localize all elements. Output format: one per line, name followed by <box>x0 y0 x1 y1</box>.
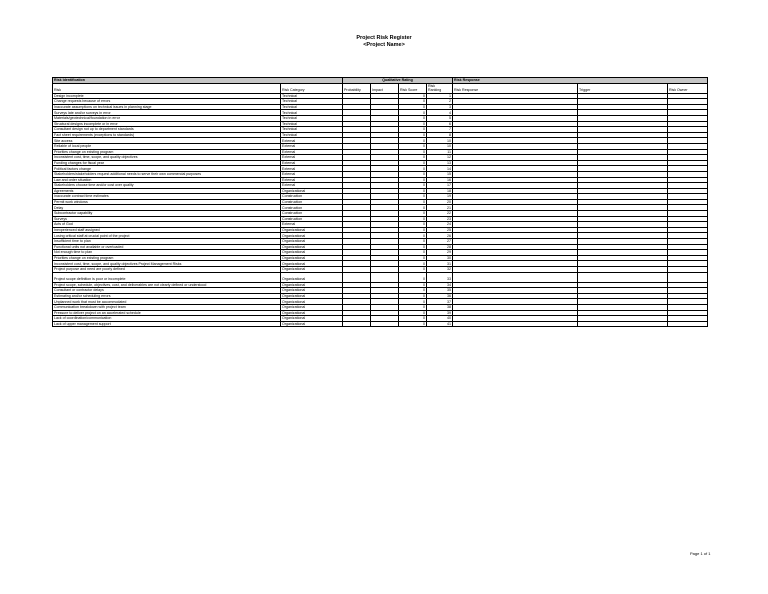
risk-cell: Consultant design not up to department standards <box>53 127 281 133</box>
ranking-cell: 21 <box>427 205 453 211</box>
risk-cell: Not enough time to plan <box>53 250 281 256</box>
risk-cell: Functional units not available or overloaded <box>53 244 281 250</box>
group-qualitative-rating: Qualitative Rating <box>343 78 453 84</box>
risk-cell: Subcontractor capability <box>53 211 281 217</box>
ranking-cell: 11 <box>427 149 453 155</box>
document-title: Project Risk Register <box>356 35 412 41</box>
probability-cell <box>343 272 371 282</box>
score-cell: 0 <box>399 110 427 116</box>
category-cell: Organizational <box>281 310 343 316</box>
ranking-cell: 19 <box>427 194 453 200</box>
risk-cell: Inconsistent cost, time, scope, and quality objectives Project Management Risks <box>53 261 281 267</box>
ranking-cell: 22 <box>427 211 453 217</box>
table-row <box>53 321 708 327</box>
category-cell: External <box>281 222 343 228</box>
ranking-cell: 12 <box>427 155 453 161</box>
category-cell: Organizational <box>281 239 343 245</box>
risk-cell: Design incomplete <box>53 93 281 99</box>
category-cell: Organizational <box>281 288 343 294</box>
score-cell: 0 <box>399 233 427 239</box>
col-risk-category: Risk Category <box>281 83 343 93</box>
project-name-placeholder: <Project Name> <box>363 42 405 48</box>
score-cell: 0 <box>399 171 427 177</box>
risk-cell: Estimating and/or scheduling errors <box>53 293 281 299</box>
risk-cell: Permit work windows <box>53 199 281 205</box>
ranking-cell: 36 <box>427 293 453 299</box>
category-cell: Organizational <box>281 227 343 233</box>
category-cell: Technical <box>281 121 343 127</box>
score-cell: 0 <box>399 115 427 121</box>
score-cell: 0 <box>399 227 427 233</box>
score-cell: 0 <box>399 316 427 322</box>
score-cell: 0 <box>399 99 427 105</box>
score-cell: 0 <box>399 93 427 99</box>
ranking-cell: 18 <box>427 188 453 194</box>
category-cell: Organizational <box>281 244 343 250</box>
category-cell: Construction <box>281 216 343 222</box>
table-row <box>53 272 708 282</box>
col-risk: Risk <box>53 83 281 93</box>
risk-cell: Inconsistent cost, time, scope, and quality objectives <box>53 155 281 161</box>
risk-cell: Lack of upper management support <box>53 321 281 327</box>
page-number: Page 1 of 1 <box>690 551 711 556</box>
column-header-row <box>53 83 708 93</box>
response-cell <box>453 272 578 282</box>
score-cell: 0 <box>399 166 427 172</box>
score-cell: 0 <box>399 127 427 133</box>
ranking-cell: 29 <box>427 250 453 256</box>
score-cell: 0 <box>399 155 427 161</box>
category-cell: Organizational <box>281 261 343 267</box>
score-cell: 0 <box>399 288 427 294</box>
owner-cell <box>668 321 708 327</box>
ranking-cell: 13 <box>427 160 453 166</box>
col-risk-ranking <box>427 83 453 93</box>
score-cell: 0 <box>399 183 427 189</box>
category-cell: Technical <box>281 104 343 110</box>
col-risk-response: Risk Response <box>453 83 578 93</box>
score-cell: 0 <box>399 310 427 316</box>
risk-cell: Agreements <box>53 188 281 194</box>
score-cell: 0 <box>399 244 427 250</box>
risk-cell: Project scope definition is poor or incomplete <box>53 272 281 282</box>
ranking-cell: 35 <box>427 288 453 294</box>
category-cell: Organizational <box>281 233 343 239</box>
group-risk-response: Risk Response <box>453 78 708 84</box>
ranking-cell: 31 <box>427 261 453 267</box>
ranking-cell: 8 <box>427 132 453 138</box>
category-cell: External <box>281 143 343 149</box>
category-cell: Organizational <box>281 282 343 288</box>
trigger-cell <box>578 321 668 327</box>
category-cell: Construction <box>281 211 343 217</box>
ranking-cell: 37 <box>427 299 453 305</box>
category-cell: External <box>281 171 343 177</box>
category-cell: External <box>281 138 343 144</box>
risk-cell: Surveys late and/or surveys in error <box>53 110 281 116</box>
response-cell <box>453 321 578 327</box>
ranking-cell: 3 <box>427 104 453 110</box>
risk-cell: Site access <box>53 138 281 144</box>
score-cell: 0 <box>399 272 427 282</box>
risk-register-table <box>52 77 708 327</box>
category-cell: External <box>281 160 343 166</box>
risk-cell: Materials/geotechnical/foundation in error <box>53 115 281 121</box>
ranking-cell: 28 <box>427 244 453 250</box>
ranking-cell: 5 <box>427 115 453 121</box>
score-cell: 0 <box>399 121 427 127</box>
col-risk-score: Risk Score <box>399 83 427 93</box>
category-cell: Technical <box>281 93 343 99</box>
ranking-cell: 34 <box>427 282 453 288</box>
risk-cell: Inaccurate assumptions on technical issues in planning stage <box>53 104 281 110</box>
ranking-cell: 33 <box>427 272 453 282</box>
ranking-cell: 1 <box>427 93 453 99</box>
category-cell: Technical <box>281 99 343 105</box>
ranking-cell: 25 <box>427 227 453 233</box>
category-cell: Organizational <box>281 304 343 310</box>
risk-cell: Consultant or contractor delays <box>53 288 281 294</box>
risk-cell: Acts of God <box>53 222 281 228</box>
owner-cell <box>668 272 708 282</box>
ranking-cell: 17 <box>427 183 453 189</box>
category-cell: Organizational <box>281 188 343 194</box>
ranking-cell: 40 <box>427 316 453 322</box>
ranking-cell: 6 <box>427 121 453 127</box>
score-cell: 0 <box>399 205 427 211</box>
risk-cell: Delay <box>53 205 281 211</box>
score-cell: 0 <box>399 304 427 310</box>
category-cell: External <box>281 155 343 161</box>
score-cell: 0 <box>399 250 427 256</box>
risk-cell: Political factors change <box>53 166 281 172</box>
score-cell: 0 <box>399 267 427 273</box>
category-cell: Organizational <box>281 255 343 261</box>
score-cell: 0 <box>399 282 427 288</box>
risk-cell: Stakeholders/stakeholders request additional needs to serve their own commercial purposes <box>53 171 281 177</box>
ranking-cell: 2 <box>427 99 453 105</box>
risk-cell: Losing critical staff at crucial point of the project <box>53 233 281 239</box>
category-cell: Technical <box>281 127 343 133</box>
risk-cell: Stakeholders choose time and/or cost over quality <box>53 183 281 189</box>
score-cell: 0 <box>399 149 427 155</box>
col-probability: Probability <box>343 83 371 93</box>
score-cell: 0 <box>399 194 427 200</box>
ranking-cell: 4 <box>427 110 453 116</box>
ranking-cell: 39 <box>427 310 453 316</box>
risk-cell: Inexperienced staff assigned <box>53 227 281 233</box>
score-cell: 0 <box>399 222 427 228</box>
category-cell: Organizational <box>281 293 343 299</box>
risk-cell: Project scope, schedule, objectives, cost, and deliverables are not clearly defined or understood <box>53 282 281 288</box>
ranking-cell: 15 <box>427 171 453 177</box>
risk-cell: Change requests because of errors <box>53 99 281 105</box>
category-cell: Construction <box>281 205 343 211</box>
risk-cell: Lack of coordination/communication <box>53 316 281 322</box>
risk-cell: Structural designs incomplete or in error <box>53 121 281 127</box>
ranking-cell: 32 <box>427 267 453 273</box>
score-cell: 0 <box>399 261 427 267</box>
score-cell: 0 <box>399 321 427 327</box>
ranking-cell: 10 <box>427 143 453 149</box>
category-cell: Technical <box>281 110 343 116</box>
score-cell: 0 <box>399 216 427 222</box>
risk-cell: Surveys <box>53 216 281 222</box>
impact-cell <box>371 272 399 282</box>
col-risk-owner: Risk Owner <box>668 83 708 93</box>
category-cell: Organizational <box>281 321 343 327</box>
category-cell: Construction <box>281 199 343 205</box>
category-cell: External <box>281 183 343 189</box>
risk-cell: Insufficient time to plan <box>53 239 281 245</box>
score-cell: 0 <box>399 132 427 138</box>
ranking-cell: 24 <box>427 222 453 228</box>
score-cell: 0 <box>399 143 427 149</box>
ranking-cell: 30 <box>427 255 453 261</box>
risk-cell: Inaccurate contract time estimates <box>53 194 281 200</box>
risk-cell: Fact sheet requirements (exceptions to standards) <box>53 132 281 138</box>
category-cell: Technical <box>281 115 343 121</box>
category-cell: Organizational <box>281 272 343 282</box>
score-cell: 0 <box>399 255 427 261</box>
category-cell: Organizational <box>281 316 343 322</box>
score-cell: 0 <box>399 138 427 144</box>
col-trigger: Trigger <box>578 83 668 93</box>
risk-cell: Funding changes for fiscal year <box>53 160 281 166</box>
ranking-cell: 27 <box>427 239 453 245</box>
score-cell: 0 <box>399 177 427 183</box>
ranking-cell: 7 <box>427 127 453 133</box>
col-impact: Impact <box>371 83 399 93</box>
category-cell: External <box>281 149 343 155</box>
category-cell: External <box>281 166 343 172</box>
risk-cell: Project purpose and need are poorly defined <box>53 267 281 273</box>
risk-cell: Pressure to deliver project on an accelerated schedule <box>53 310 281 316</box>
score-cell: 0 <box>399 188 427 194</box>
group-risk-identification: Risk Identification <box>53 78 343 84</box>
category-cell: Organizational <box>281 267 343 273</box>
col-risk-ranking-line2: Ranking <box>428 88 442 92</box>
category-cell: Construction <box>281 194 343 200</box>
ranking-cell: 26 <box>427 233 453 239</box>
ranking-cell: 41 <box>427 321 453 327</box>
ranking-cell: 16 <box>427 177 453 183</box>
category-cell: Technical <box>281 132 343 138</box>
ranking-cell: 38 <box>427 304 453 310</box>
category-cell: Organizational <box>281 299 343 305</box>
risk-cell: Law and order situation <box>53 177 281 183</box>
risk-cell: Priorities change on existing program <box>53 149 281 155</box>
risk-cell: Communication breakdown with project team <box>53 304 281 310</box>
score-cell: 0 <box>399 293 427 299</box>
ranking-cell: 10 <box>427 138 453 144</box>
trigger-cell <box>578 272 668 282</box>
risk-cell: Priorities change on existing program <box>53 255 281 261</box>
impact-cell <box>371 321 399 327</box>
ranking-cell: 23 <box>427 216 453 222</box>
probability-cell <box>343 321 371 327</box>
category-cell: External <box>281 177 343 183</box>
col-risk-ranking-line1: Risk <box>428 84 436 89</box>
score-cell: 0 <box>399 211 427 217</box>
score-cell: 0 <box>399 239 427 245</box>
ranking-cell: 14 <box>427 166 453 172</box>
category-cell: Organizational <box>281 250 343 256</box>
score-cell: 0 <box>399 160 427 166</box>
score-cell: 0 <box>399 299 427 305</box>
ranking-cell: 20 <box>427 199 453 205</box>
risk-cell: Unplanned work that must be accommodated <box>53 299 281 305</box>
score-cell: 0 <box>399 199 427 205</box>
risk-cell: Reliable of local people <box>53 143 281 149</box>
score-cell: 0 <box>399 104 427 110</box>
